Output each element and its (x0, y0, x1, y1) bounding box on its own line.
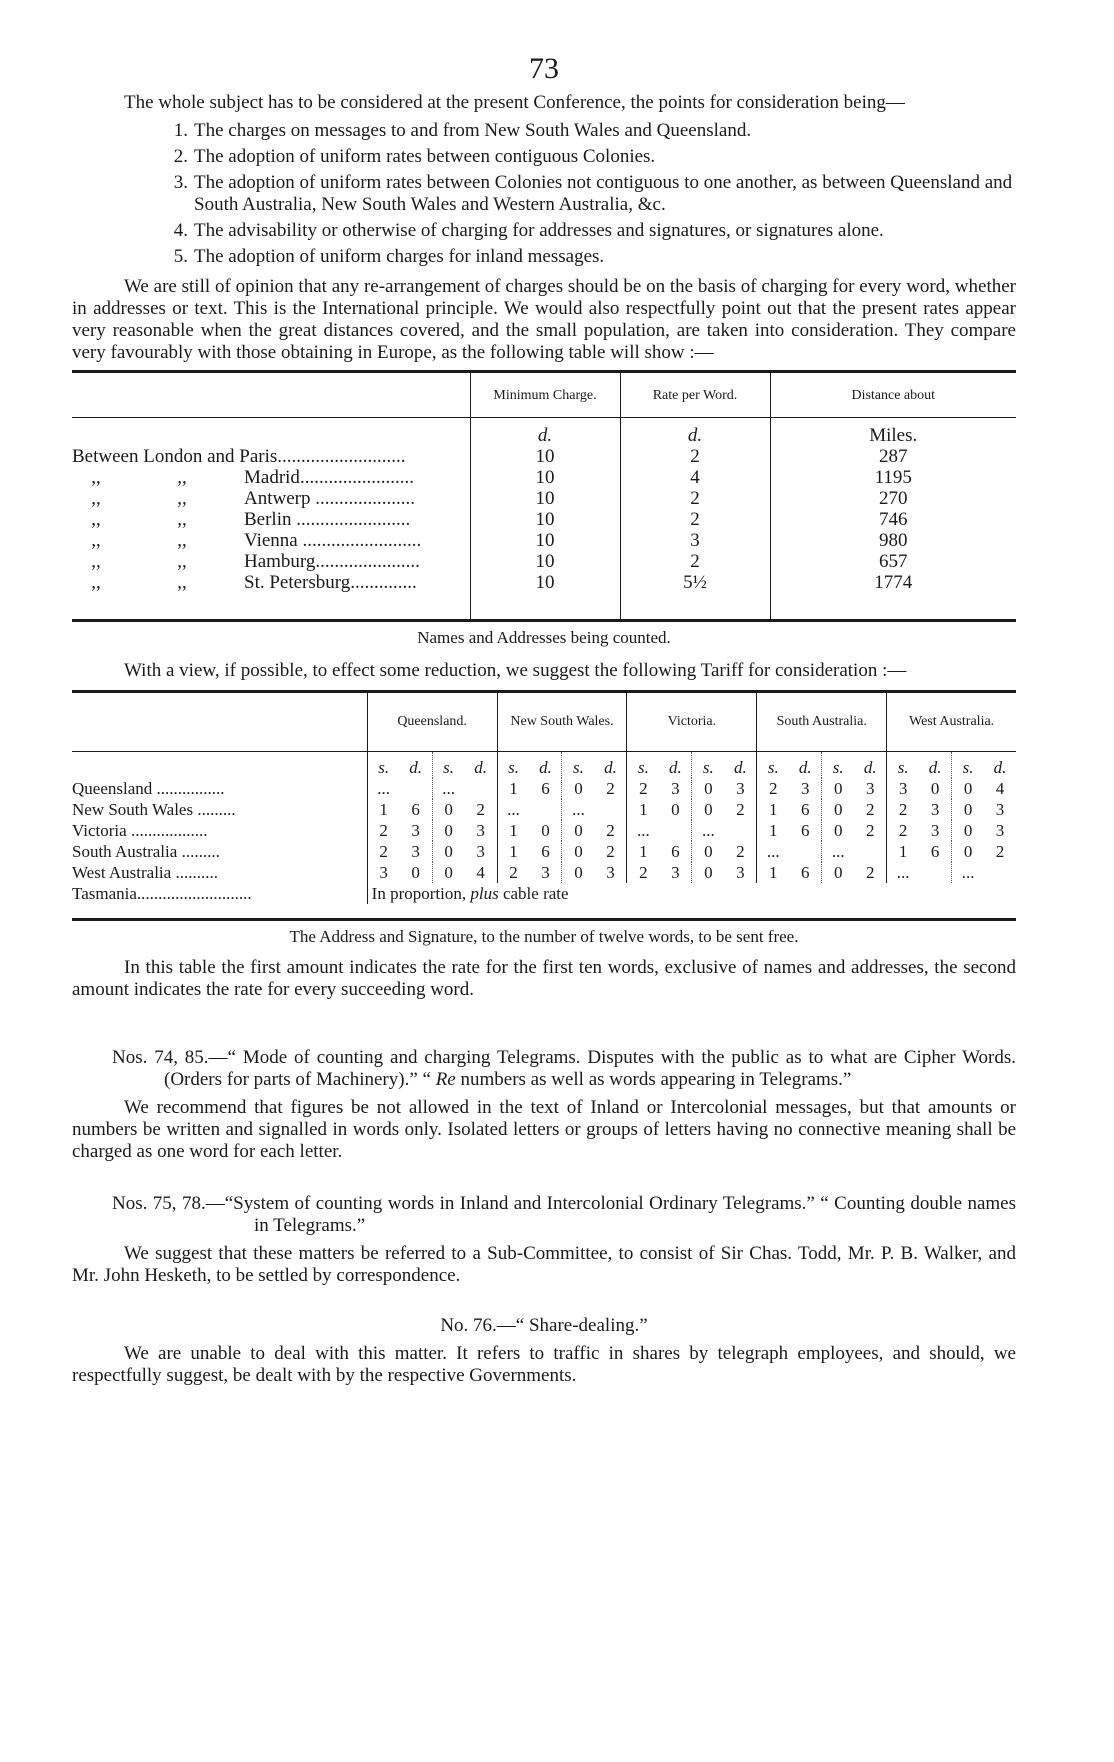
tariff-cell: 0 (562, 778, 594, 799)
tariff-cell: 0 (541, 821, 550, 840)
tariff-cell: 1 (497, 841, 529, 862)
tariff-cell (854, 841, 886, 862)
points-list (72, 120, 1016, 268)
tariff-cell: 1 (497, 820, 529, 841)
tariff-cell: 0 (692, 841, 724, 862)
tariff-cell: 3 (367, 862, 399, 883)
header-south-australia: South Australia. (757, 693, 887, 751)
tariff-cell: 3 (930, 800, 940, 819)
table-row: ,, ,, Antwerp ..................... 10 2 270 (72, 488, 1016, 509)
tariff-cell: 6 (801, 863, 810, 882)
tariff-cell: 6 (541, 779, 550, 798)
tariff-row-label: West Australia .......... (72, 863, 218, 882)
tariff-row (72, 778, 1016, 799)
tasmania-rate-text: In proportion, plus cable rate (367, 883, 1016, 904)
point-item: 5. The adoption of uniform charges for inland messages. (173, 246, 605, 267)
tariff-cell: 6 (541, 842, 550, 861)
tariff-cell: 0 (411, 863, 420, 882)
unit-label: s. (952, 752, 984, 778)
tariff-row (72, 820, 1016, 841)
opinion-paragraph: We are still of opinion that any re-arrangement of charges should be on the basis of charging for every word, whether in addresses or text. This is the International principle. We would also respectfully point out that the present rates appear very reasonable when the great distances covered, and the small population, are taken into consideration. They compare very favourably with those obtaining in Europe, as the following table will show :— (72, 276, 1016, 363)
tariff-cell: 3 (411, 821, 420, 840)
item-75-heading: Nos. 75, 78.—“System of counting words in Inland and Intercolonial Ordinary Telegrams.” “ Counting double names in Telegrams.” (112, 1193, 1016, 1236)
point-item: 1. The charges on messages to and from New South Wales and Queensland. (173, 120, 752, 141)
unit-label: s. (432, 752, 464, 778)
header-west-australia: West Australia. (887, 693, 1016, 751)
tariff-cell: 0 (562, 820, 594, 841)
tariff-cell: 3 (865, 779, 875, 798)
tariff-cell (724, 820, 756, 841)
unit-label: d. (863, 758, 877, 777)
tariff-cell: 3 (476, 821, 485, 840)
tariff-cell: 1 (757, 799, 789, 820)
tariff-cell: 2 (887, 799, 919, 820)
tariff-cell: 0 (562, 841, 594, 862)
tariff-cell: 2 (497, 862, 529, 883)
tariff-cell: 0 (930, 779, 940, 798)
header-distance: Distance about (770, 373, 1016, 417)
tariff-cell: 0 (952, 799, 984, 820)
item-75-body: We suggest that these matters be referred to a Sub-Committee, to consist of Sir Chas. Todd, Mr. P. B. Walker, and Mr. John Hesketh, to be settled by correspondence. (72, 1243, 1016, 1286)
table-row: ,, ,, Madrid........................ 10 4 1195 (72, 467, 1016, 488)
tariff-cell: 4 (476, 863, 485, 882)
tariff-cell: 0 (432, 841, 464, 862)
item-74-heading: Nos. 74, 85.—“ Mode of counting and charging Telegrams. Disputes with the public as to what are Cipher Words. (Orders for parts of Machinery).” “ Re numbers as well as words appearing in Telegrams.” (112, 1047, 1016, 1090)
tariff-cell: 2 (367, 841, 399, 862)
tariff-cell: ... (822, 841, 854, 862)
tariff-cell: 0 (692, 778, 724, 799)
tariff-cell: 2 (887, 820, 919, 841)
item-76-body: We are unable to deal with this matter. It refers to traffic in shares by telegraph employees, and should, we respectfully suggest, be dealt with by the respective Governments. (72, 1343, 1016, 1386)
table-header-row (72, 373, 1016, 417)
tariff-cell: 0 (692, 799, 724, 820)
tariff-cell: 1 (757, 862, 789, 883)
tariff-row-label: Tasmania (72, 884, 137, 903)
tariff-cell: 2 (736, 842, 745, 861)
unit-label: s. (367, 752, 399, 778)
tariff-cell (919, 862, 951, 883)
tariff-cell: 3 (476, 842, 485, 861)
tariff-cell: 3 (995, 800, 1005, 819)
intro-paragraph: The whole subject has to be considered at the present Conference, the points for consideration being— (124, 92, 905, 113)
tariff-cell: 6 (930, 842, 940, 861)
tariff-cell: 1 (757, 820, 789, 841)
tariff-row-label: Queensland ................ (72, 779, 225, 798)
tariff-cell: 2 (757, 778, 789, 799)
tariff-cell (530, 799, 562, 820)
unit-label: s. (627, 752, 659, 778)
tariff-cell: 1 (497, 778, 529, 799)
tariff-cell: 3 (801, 779, 810, 798)
unit-label: d. (798, 758, 812, 777)
tariff-header-row (72, 693, 1016, 751)
tariff-cell: 3 (736, 779, 745, 798)
tariff-cell: 0 (952, 778, 984, 799)
tariff-cell: ... (887, 862, 919, 883)
unit-label: d. (474, 758, 487, 777)
item-74-body: We recommend that figures be not allowed in the text of Inland or Intercolonial messages, but that amounts or numbers be written and signalled in words only. Isolated letters or groups of letters having no connective meaning shall be charged as one word for each letter. (72, 1097, 1016, 1162)
tariff-cell: 2 (627, 862, 659, 883)
tariff-row (72, 862, 1016, 883)
tariff-units-row (72, 752, 1016, 778)
tariff-cell: 2 (995, 842, 1005, 861)
point-item: 2. The adoption of uniform rates between contiguous Colonies. (173, 146, 656, 167)
tariff-cell (594, 799, 626, 820)
tariff-row (72, 799, 1016, 820)
table-row: ,, ,, Vienna ......................... 10 3 980 (72, 530, 1016, 551)
tariff-cell: ... (367, 778, 399, 799)
tariff-row-label: South Australia ......... (72, 842, 220, 861)
tariff-cell: 0 (432, 862, 464, 883)
tariff-cell: 3 (606, 863, 615, 882)
table-row: Between London and Paris........................... 10 2 287 (72, 446, 1016, 467)
header-rate-per-word: Rate per Word. (620, 373, 770, 417)
unit-label: d. (669, 758, 682, 777)
tariff-cell: 2 (627, 778, 659, 799)
document-page (72, 0, 1016, 1387)
tariff-cell: ... (562, 799, 594, 820)
tariff-cell: 2 (736, 800, 745, 819)
tariff-cell (465, 778, 497, 799)
tariff-cell: 4 (995, 779, 1005, 798)
page-number: 73 (529, 52, 559, 85)
point-item: 4. The advisability or otherwise of charging for addresses and signatures, or signatures alone. (173, 220, 884, 241)
tariff-cell: 2 (367, 820, 399, 841)
unit-label: s. (497, 752, 529, 778)
tariff-cell: 0 (952, 820, 984, 841)
tariff-cell: ... (757, 841, 789, 862)
tariff-cell: 2 (606, 779, 615, 798)
tariff-row-tasmania: Tasmania........................... In proportion, plus cable rate (72, 883, 1016, 904)
item-76-heading: No. 76.—“ Share-dealing.” (440, 1315, 648, 1336)
tariff-cell: 1 (887, 841, 919, 862)
unit-label: d. (539, 758, 552, 777)
tariff-cell: 3 (887, 778, 919, 799)
tariff-cell: 2 (865, 800, 875, 819)
tariff-cell: 1 (367, 799, 399, 820)
tariff-cell (400, 778, 432, 799)
tariff-cell: 6 (411, 800, 420, 819)
europe-table-caption: Names and Addresses being counted. (417, 628, 671, 647)
tariff-cell: 6 (801, 821, 810, 840)
table-row: ,, ,, Hamburg...................... 10 2 657 (72, 551, 1016, 572)
tariff-cell: 0 (432, 820, 464, 841)
unit-label: d. (993, 758, 1007, 777)
tariff-cell: 1 (627, 799, 659, 820)
tariff-cell: ... (952, 862, 984, 883)
tariff-cell: 0 (822, 820, 854, 841)
header-victoria: Victoria. (627, 693, 757, 751)
tariff-row-label: Victoria .................. (72, 821, 208, 840)
unit-label: d. (733, 758, 747, 777)
tariff-cell: 6 (671, 842, 680, 861)
table-units-row: d. d. Miles. (72, 418, 1016, 446)
tariff-cell: 2 (606, 821, 615, 840)
tariff-intro-paragraph: With a view, if possible, to effect some reduction, we suggest the following Tariff for consideration :— (124, 660, 907, 681)
tariff-cell: 3 (411, 842, 420, 861)
unit-label: d. (409, 758, 422, 777)
tariff-cell: 0 (671, 800, 680, 819)
tariff-cell (659, 820, 691, 841)
unit-label: d. (604, 758, 617, 777)
point-item: 3. The adoption of uniform rates between Colonies not contiguous to one another, as between Queensland and South Australia, New South Wales and Western Australia, &c. (173, 172, 1013, 215)
tariff-cell: ... (432, 778, 464, 799)
tariff-cell: 0 (692, 862, 724, 883)
tariff-cell: 6 (801, 800, 810, 819)
header-min-charge: Minimum Charge. (470, 373, 620, 417)
unit-label: s. (822, 752, 854, 778)
tariff-cell: 2 (865, 821, 875, 840)
tariff-cell: 3 (930, 821, 940, 840)
europe-rates-table (72, 373, 1016, 619)
table-rule (72, 619, 1016, 622)
unit-label: d. (928, 758, 942, 777)
tariff-cell: 3 (736, 863, 745, 882)
tariff-cell (984, 862, 1016, 883)
header-new-south-wales: New South Wales. (497, 693, 627, 751)
tariff-cell: 3 (541, 863, 550, 882)
tariff-cell: 1 (627, 841, 659, 862)
tariff-cell: ... (497, 799, 529, 820)
table-row: ,, ,, Berlin ........................ 10 2 746 (72, 509, 1016, 530)
unit-label: s. (887, 752, 919, 778)
tariff-cell: 2 (476, 800, 485, 819)
tariff-cell: 0 (432, 799, 464, 820)
unit-label: s. (562, 752, 594, 778)
tariff-cell: ... (627, 820, 659, 841)
table-rule (72, 918, 1016, 921)
tariff-cell: 2 (865, 863, 875, 882)
table-row: ,, ,, St. Petersburg.............. 10 5½ 1774 (72, 572, 1016, 619)
tariff-cell: 3 (671, 779, 680, 798)
tariff-cell: ... (692, 820, 724, 841)
tariff-cell: 0 (822, 778, 854, 799)
unit-label: s. (757, 752, 789, 778)
tariff-table (72, 693, 1016, 904)
tariff-cell: 0 (952, 841, 984, 862)
tariff-cell: 0 (562, 862, 594, 883)
header-queensland: Queensland. (367, 693, 497, 751)
tariff-cell: 2 (606, 842, 615, 861)
tariff-row (72, 841, 1016, 862)
unit-label: s. (692, 752, 724, 778)
tariff-cell (789, 841, 821, 862)
tariff-cell: 0 (822, 799, 854, 820)
tariff-cell: 3 (995, 821, 1005, 840)
tariff-table-caption: The Address and Signature, to the number of twelve words, to be sent free. (289, 927, 799, 946)
tariff-cell: 3 (671, 863, 680, 882)
tariff-note-paragraph: In this table the first amount indicates the rate for the first ten words, exclusive of names and addresses, the second amount indicates the rate for every succeeding word. (72, 957, 1016, 1000)
tariff-row-label: New South Wales ......... (72, 800, 236, 819)
tariff-cell: 0 (822, 862, 854, 883)
